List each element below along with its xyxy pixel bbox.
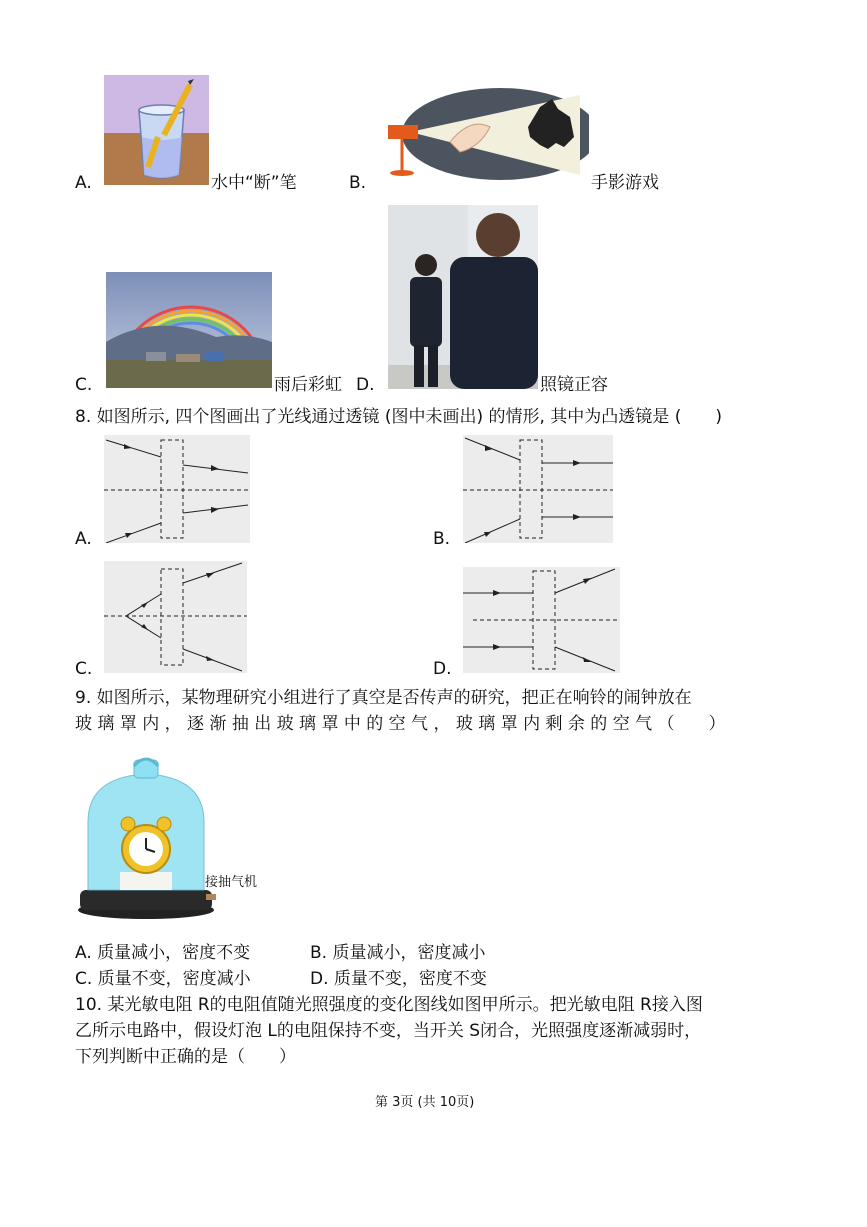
mirror-image <box>388 205 538 389</box>
question-10-line2: 乙所示电路中，假设灯泡 L的电阻保持不变，当开关 S闭合，光照强度逐渐减弱时， <box>75 1021 702 1041</box>
pump-label: 接抽气机 <box>205 875 258 890</box>
option-a-caption: 水中“断”笔 <box>211 173 297 193</box>
lens-a-label: A. <box>75 529 92 549</box>
rainbow-image <box>106 272 272 388</box>
option-d-caption: 照镜正容 <box>540 375 608 395</box>
q9-option-d: D. 质量不变，密度不变 <box>310 969 487 989</box>
lens-diagram-d <box>463 567 620 673</box>
option-b-caption: 手影游戏 <box>591 173 659 193</box>
lens-diagram-c <box>104 561 247 673</box>
option-b-letter: B. <box>349 173 367 193</box>
q9-option-c: C. 质量不变，密度减小 <box>75 969 251 989</box>
option-c-letter: C. <box>75 375 93 395</box>
page-number: 第 3页 (共 10页) <box>375 1095 475 1110</box>
q9-option-b: B. 质量减小，密度减小 <box>310 943 486 963</box>
lens-c-label: C. <box>75 659 93 679</box>
question-9-stem-line2: 玻 璃 罩 内 ， 逐 渐 抽 出 玻 璃 罩 中 的 空 气 ， 玻 璃 罩 内 剩 余 的 空 气 （ ） <box>75 714 726 734</box>
bell-jar-image <box>76 752 216 920</box>
question-8-stem: 8. 如图所示, 四个图画出了光线通过透镜 (图中未画出) 的情形, 其中为凸透镜是 ( ) <box>75 407 722 427</box>
option-c-caption: 雨后彩虹 <box>274 375 342 395</box>
option-a-letter: A. <box>75 173 92 193</box>
pencil-in-water-image <box>104 75 209 185</box>
hand-shadow-image <box>380 87 589 182</box>
q9-option-a: A. 质量减小，密度不变 <box>75 943 251 963</box>
lens-d-label: D. <box>433 659 452 679</box>
lens-b-label: B. <box>433 529 451 549</box>
question-10-line1: 10. 某光敏电阻 R的电阻值随光照强度的变化图线如图甲所示。把光敏电阻 R接入图 <box>75 995 703 1015</box>
question-10-line3: 下列判断中正确的是（ ） <box>75 1047 296 1067</box>
lens-diagram-b <box>463 435 613 543</box>
option-d-letter: D. <box>356 375 375 395</box>
lens-diagram-a <box>104 435 250 543</box>
question-9-stem-line1: 9. 如图所示，某物理研究小组进行了真空是否传声的研究，把正在响铃的闹钟放在 <box>75 688 692 708</box>
